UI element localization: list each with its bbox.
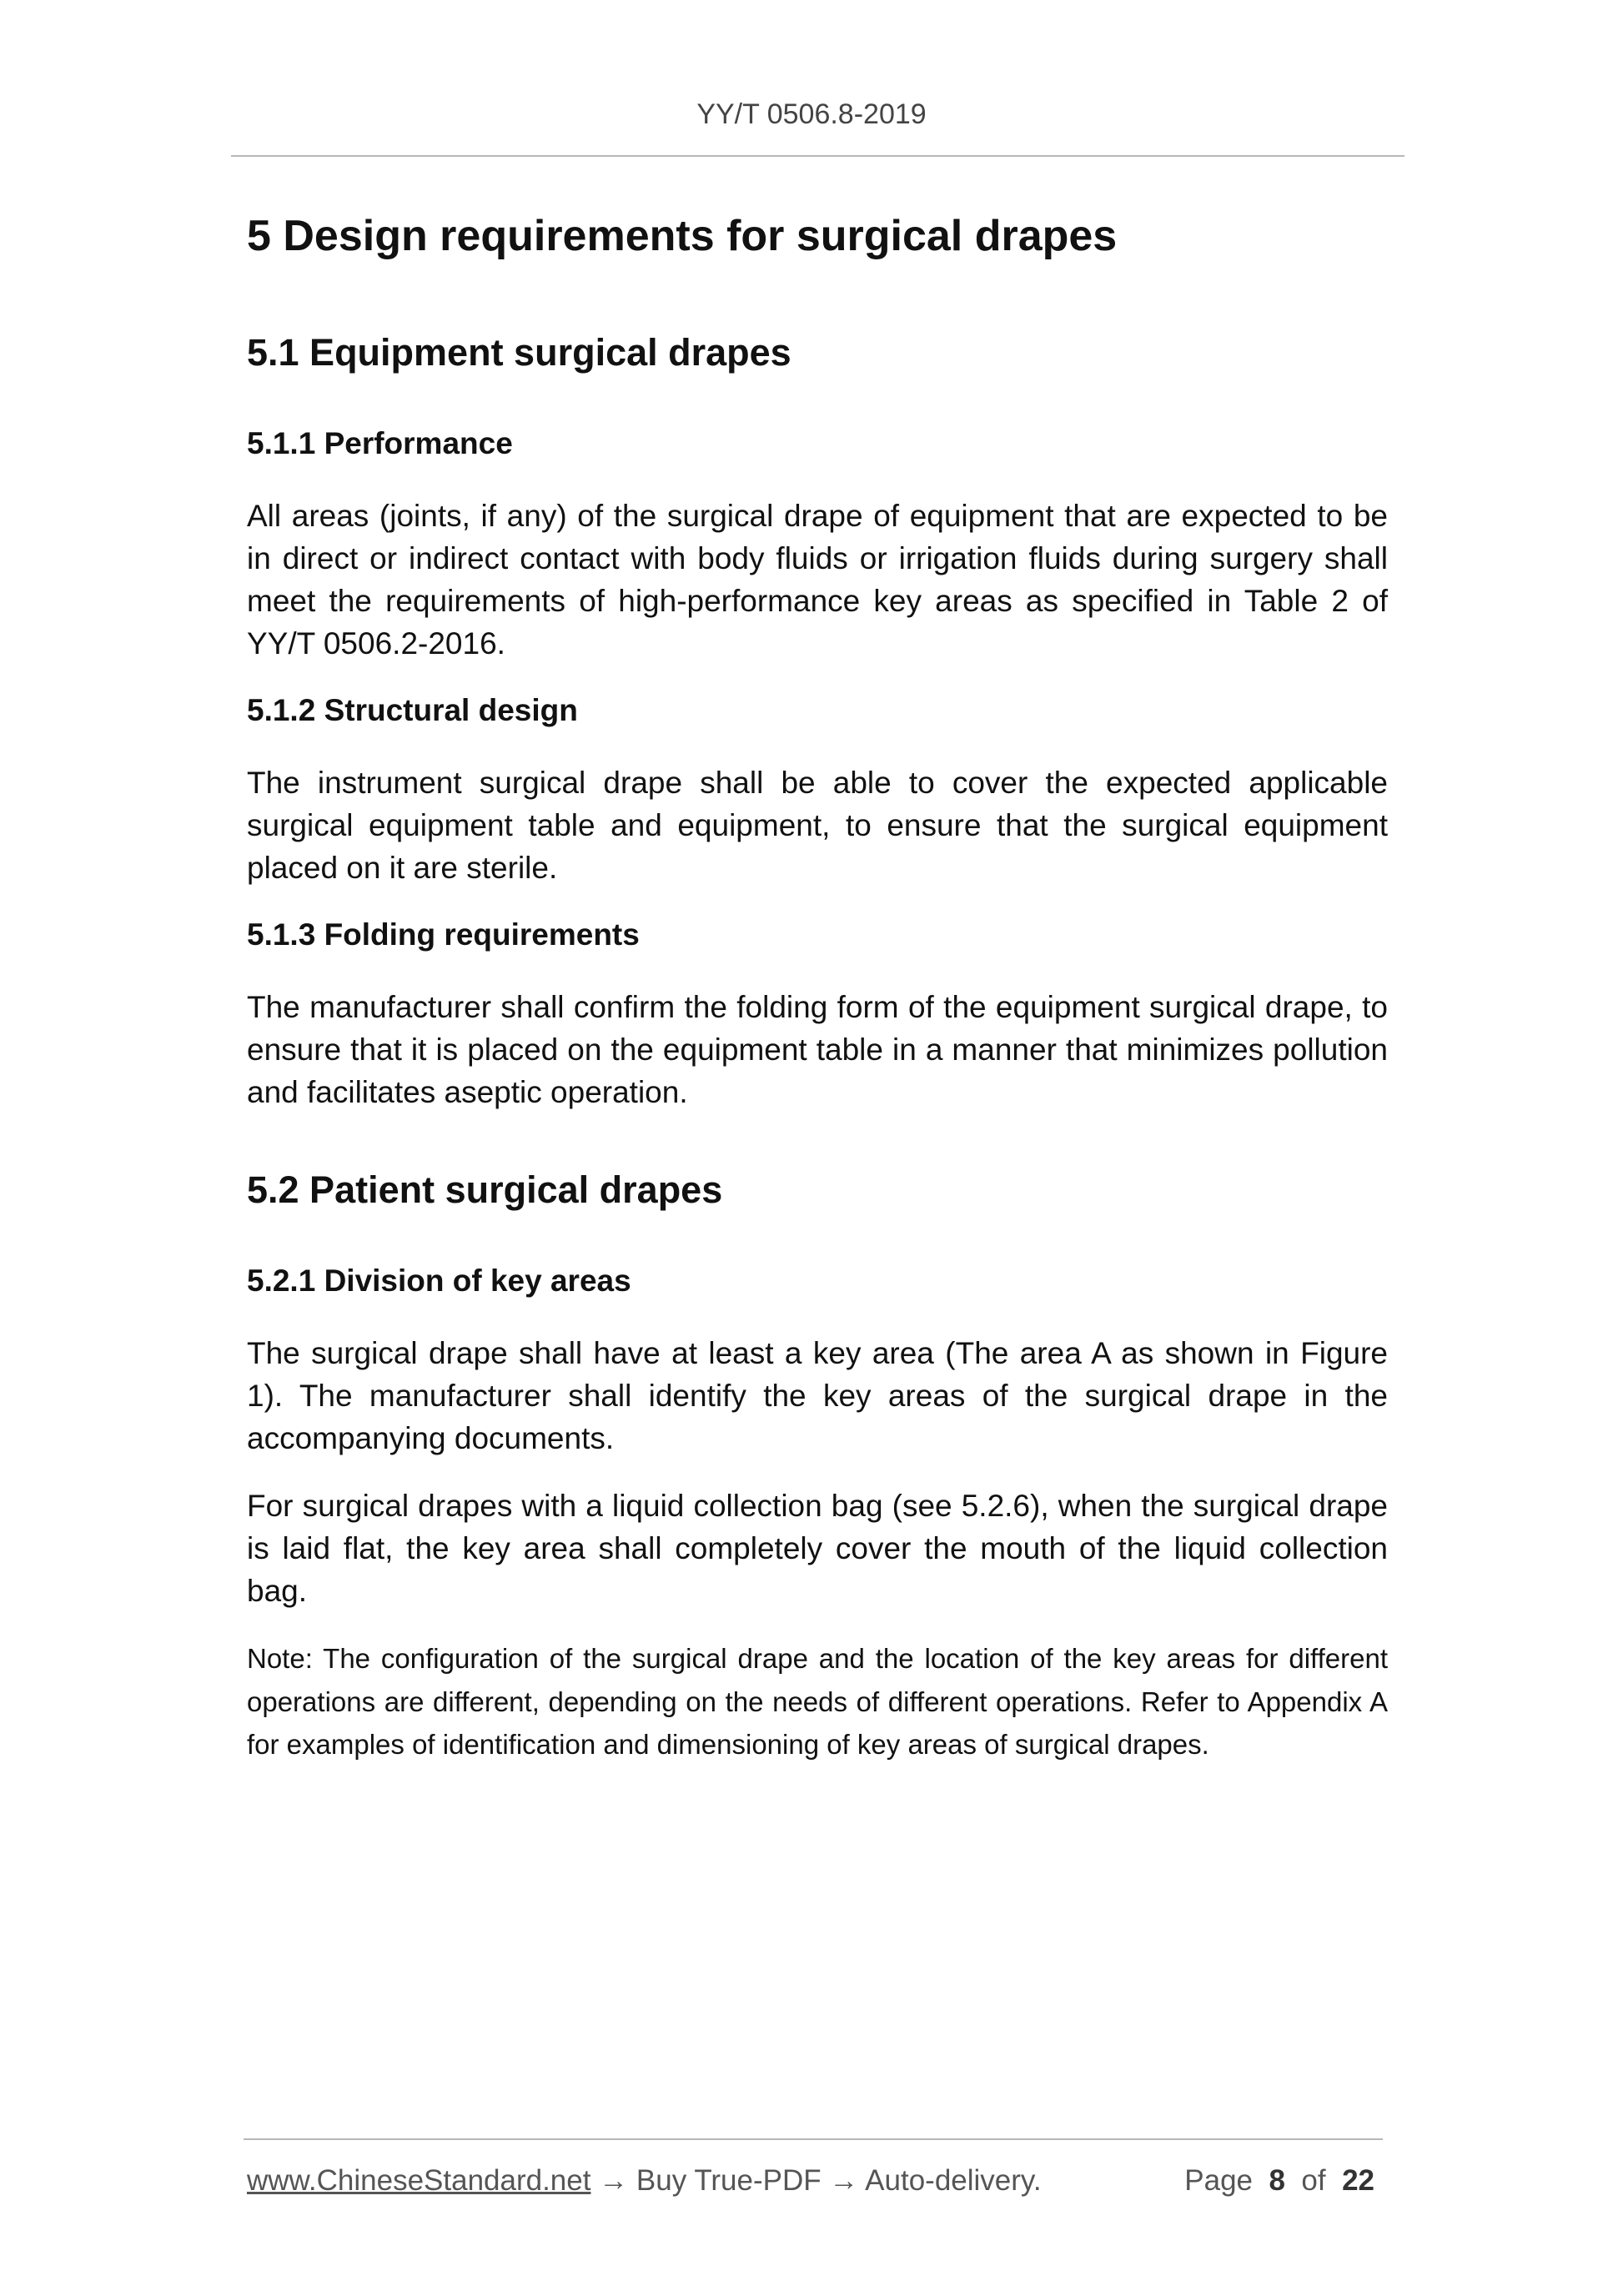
- paragraph-5-1-3: The manufacturer shall confirm the folding form of the equipment surgical drape, to ensure that it is placed on the equipment table in a manner that minimizes pollution and facilitates aseptic operation.: [247, 990, 1388, 1109]
- heading-5-1-3: 5.1.3 Folding requirements: [247, 917, 640, 952]
- page-label: Page: [1184, 2164, 1254, 2197]
- paragraph-5-1-1: All areas (joints, if any) of the surgical drape of equipment that are expected to be in direct or indirect contact with body fluids or irrigation fluids during surgery shall meet the requirements of high-performance key areas as specified in Table 2 of YY/T 0506.2-2016.: [247, 499, 1388, 661]
- heading-5-1-1: 5.1.1 Performance: [247, 426, 513, 460]
- document-body: [247, 207, 1388, 1766]
- of-label: of: [1301, 2164, 1326, 2197]
- note-paragraph: Note: The configuration of the surgical drape and the location of the key areas for different operations are different, depending on the needs of different operations. Refer to Appendix A for examples of identification and dimensioning of key areas of surgical drapes.: [247, 1643, 1388, 1760]
- heading-5-2-1: 5.2.1 Division of key areas: [247, 1264, 631, 1298]
- page-current: 8: [1269, 2164, 1285, 2197]
- page-total: 22: [1342, 2164, 1374, 2197]
- paragraph-5-1-2: The instrument surgical drape shall be able to cover the expected applicable surgical equipment table and equipment, to ensure that the surgical equipment placed on it are sterile.: [247, 766, 1388, 885]
- heading-5-1-2: 5.1.2 Structural design: [247, 693, 578, 727]
- page-footer: [247, 2160, 1386, 2202]
- heading-5-2: 5.2 Patient surgical drapes: [247, 1168, 723, 1211]
- section-title: 5 Design requirements for surgical drapes: [247, 212, 1118, 260]
- page-indicator: [1184, 2160, 1374, 2202]
- website-link[interactable]: www.ChineseStandard.net: [247, 2164, 591, 2197]
- running-header: YY/T 0506.8-2019: [696, 98, 927, 130]
- paragraph-5-2-1-a: The surgical drape shall have at least a key area (The area A as shown in Figure 1). The manufacturer shall identify the key areas of the surgical drape in the accompanying documents.: [247, 1336, 1388, 1455]
- footer-divider: [244, 2138, 1383, 2140]
- footer-tagline: → Buy True-PDF → Auto-delivery.: [590, 2164, 1042, 2197]
- paragraph-5-2-1-b: For surgical drapes with a liquid collection bag (see 5.2.6), when the surgical drape is laid flat, the key area shall completely cover the mouth of the liquid collection bag.: [247, 1489, 1388, 1608]
- header-divider: [231, 155, 1404, 157]
- heading-5-1: 5.1 Equipment surgical drapes: [247, 331, 791, 374]
